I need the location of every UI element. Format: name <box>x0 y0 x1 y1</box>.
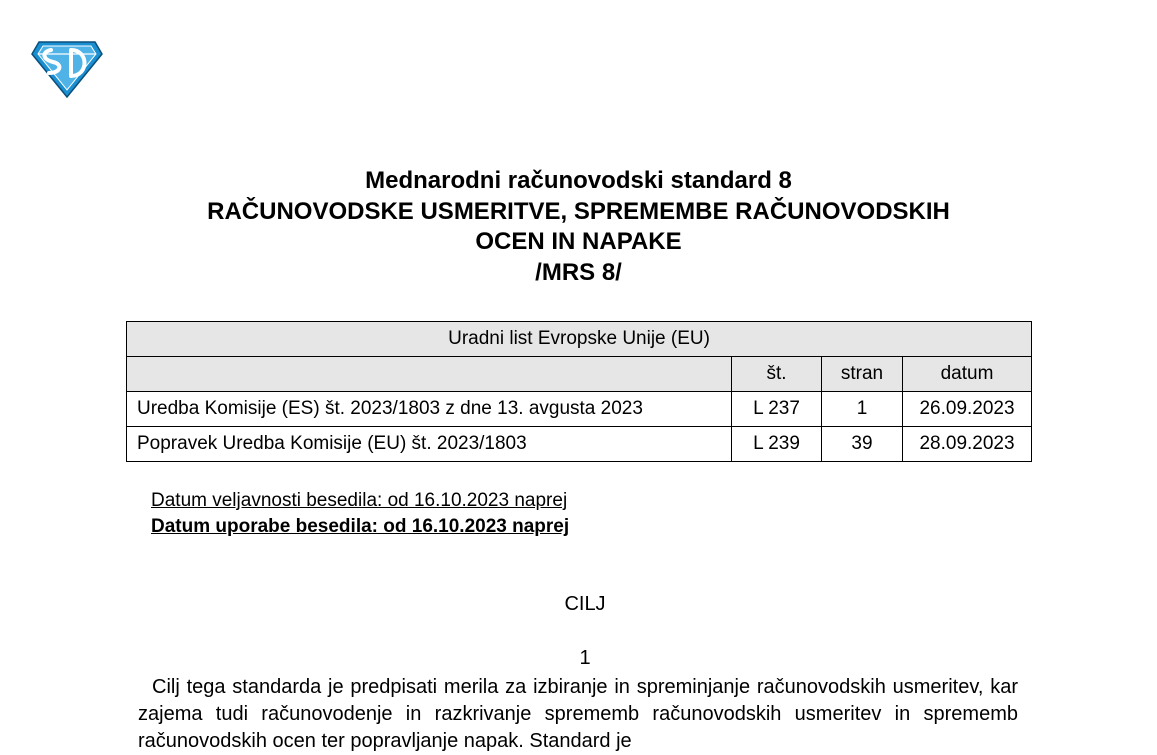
effective-date: Datum veljavnosti besedila: od 16.10.2023 naprej <box>151 490 568 511</box>
title-line-2: RAČUNOVODSKE USMERITVE, SPREMEMBE RAČUNOVODSKIH <box>207 197 950 225</box>
row-number: L 237 <box>732 392 822 427</box>
section-heading: CILJ <box>564 593 606 615</box>
title-line-4: /MRS 8/ <box>535 258 622 286</box>
row-description: Popravek Uredba Komisije (EU) št. 2023/1803 <box>127 427 732 462</box>
table-row <box>127 427 1032 462</box>
title-line-1: Mednarodni računovodski standard 8 <box>365 167 792 194</box>
column-header-number: št. <box>732 357 822 392</box>
column-header-page: stran <box>822 357 903 392</box>
column-header-empty <box>127 357 732 392</box>
row-description: Uredba Komisije (ES) št. 2023/1803 z dne 13. avgusta 2023 <box>127 392 732 427</box>
column-header-date: datum <box>903 357 1032 392</box>
row-page: 1 <box>822 392 903 427</box>
paragraph-number: 1 <box>579 647 591 669</box>
publication-table <box>126 321 1032 462</box>
paragraph-text: Cilj tega standarda je predpisati merila za izbiranje in spreminjanje računovodskih usmeritev, kar zajema tudi računovodenje in razkrivanje sprememb računovodskih usmeritev in sprememb računovodskih ocen ter popravljanje napak. Standard je <box>138 676 1018 752</box>
table-caption: Uradni list Evropske Unije (EU) <box>127 322 1032 357</box>
validity-dates <box>151 488 569 540</box>
diamond-logo-icon <box>31 40 103 98</box>
title-line-3: OCEN IN NAPAKE <box>475 228 682 255</box>
row-number: L 239 <box>732 427 822 462</box>
sd-diamond-logo <box>31 40 103 98</box>
row-page: 39 <box>822 427 903 462</box>
row-date: 26.09.2023 <box>903 392 1032 427</box>
document-title <box>0 166 1157 288</box>
application-date: Datum uporabe besedila: od 16.10.2023 naprej <box>151 516 570 537</box>
row-date: 28.09.2023 <box>903 427 1032 462</box>
table-row <box>127 392 1032 427</box>
